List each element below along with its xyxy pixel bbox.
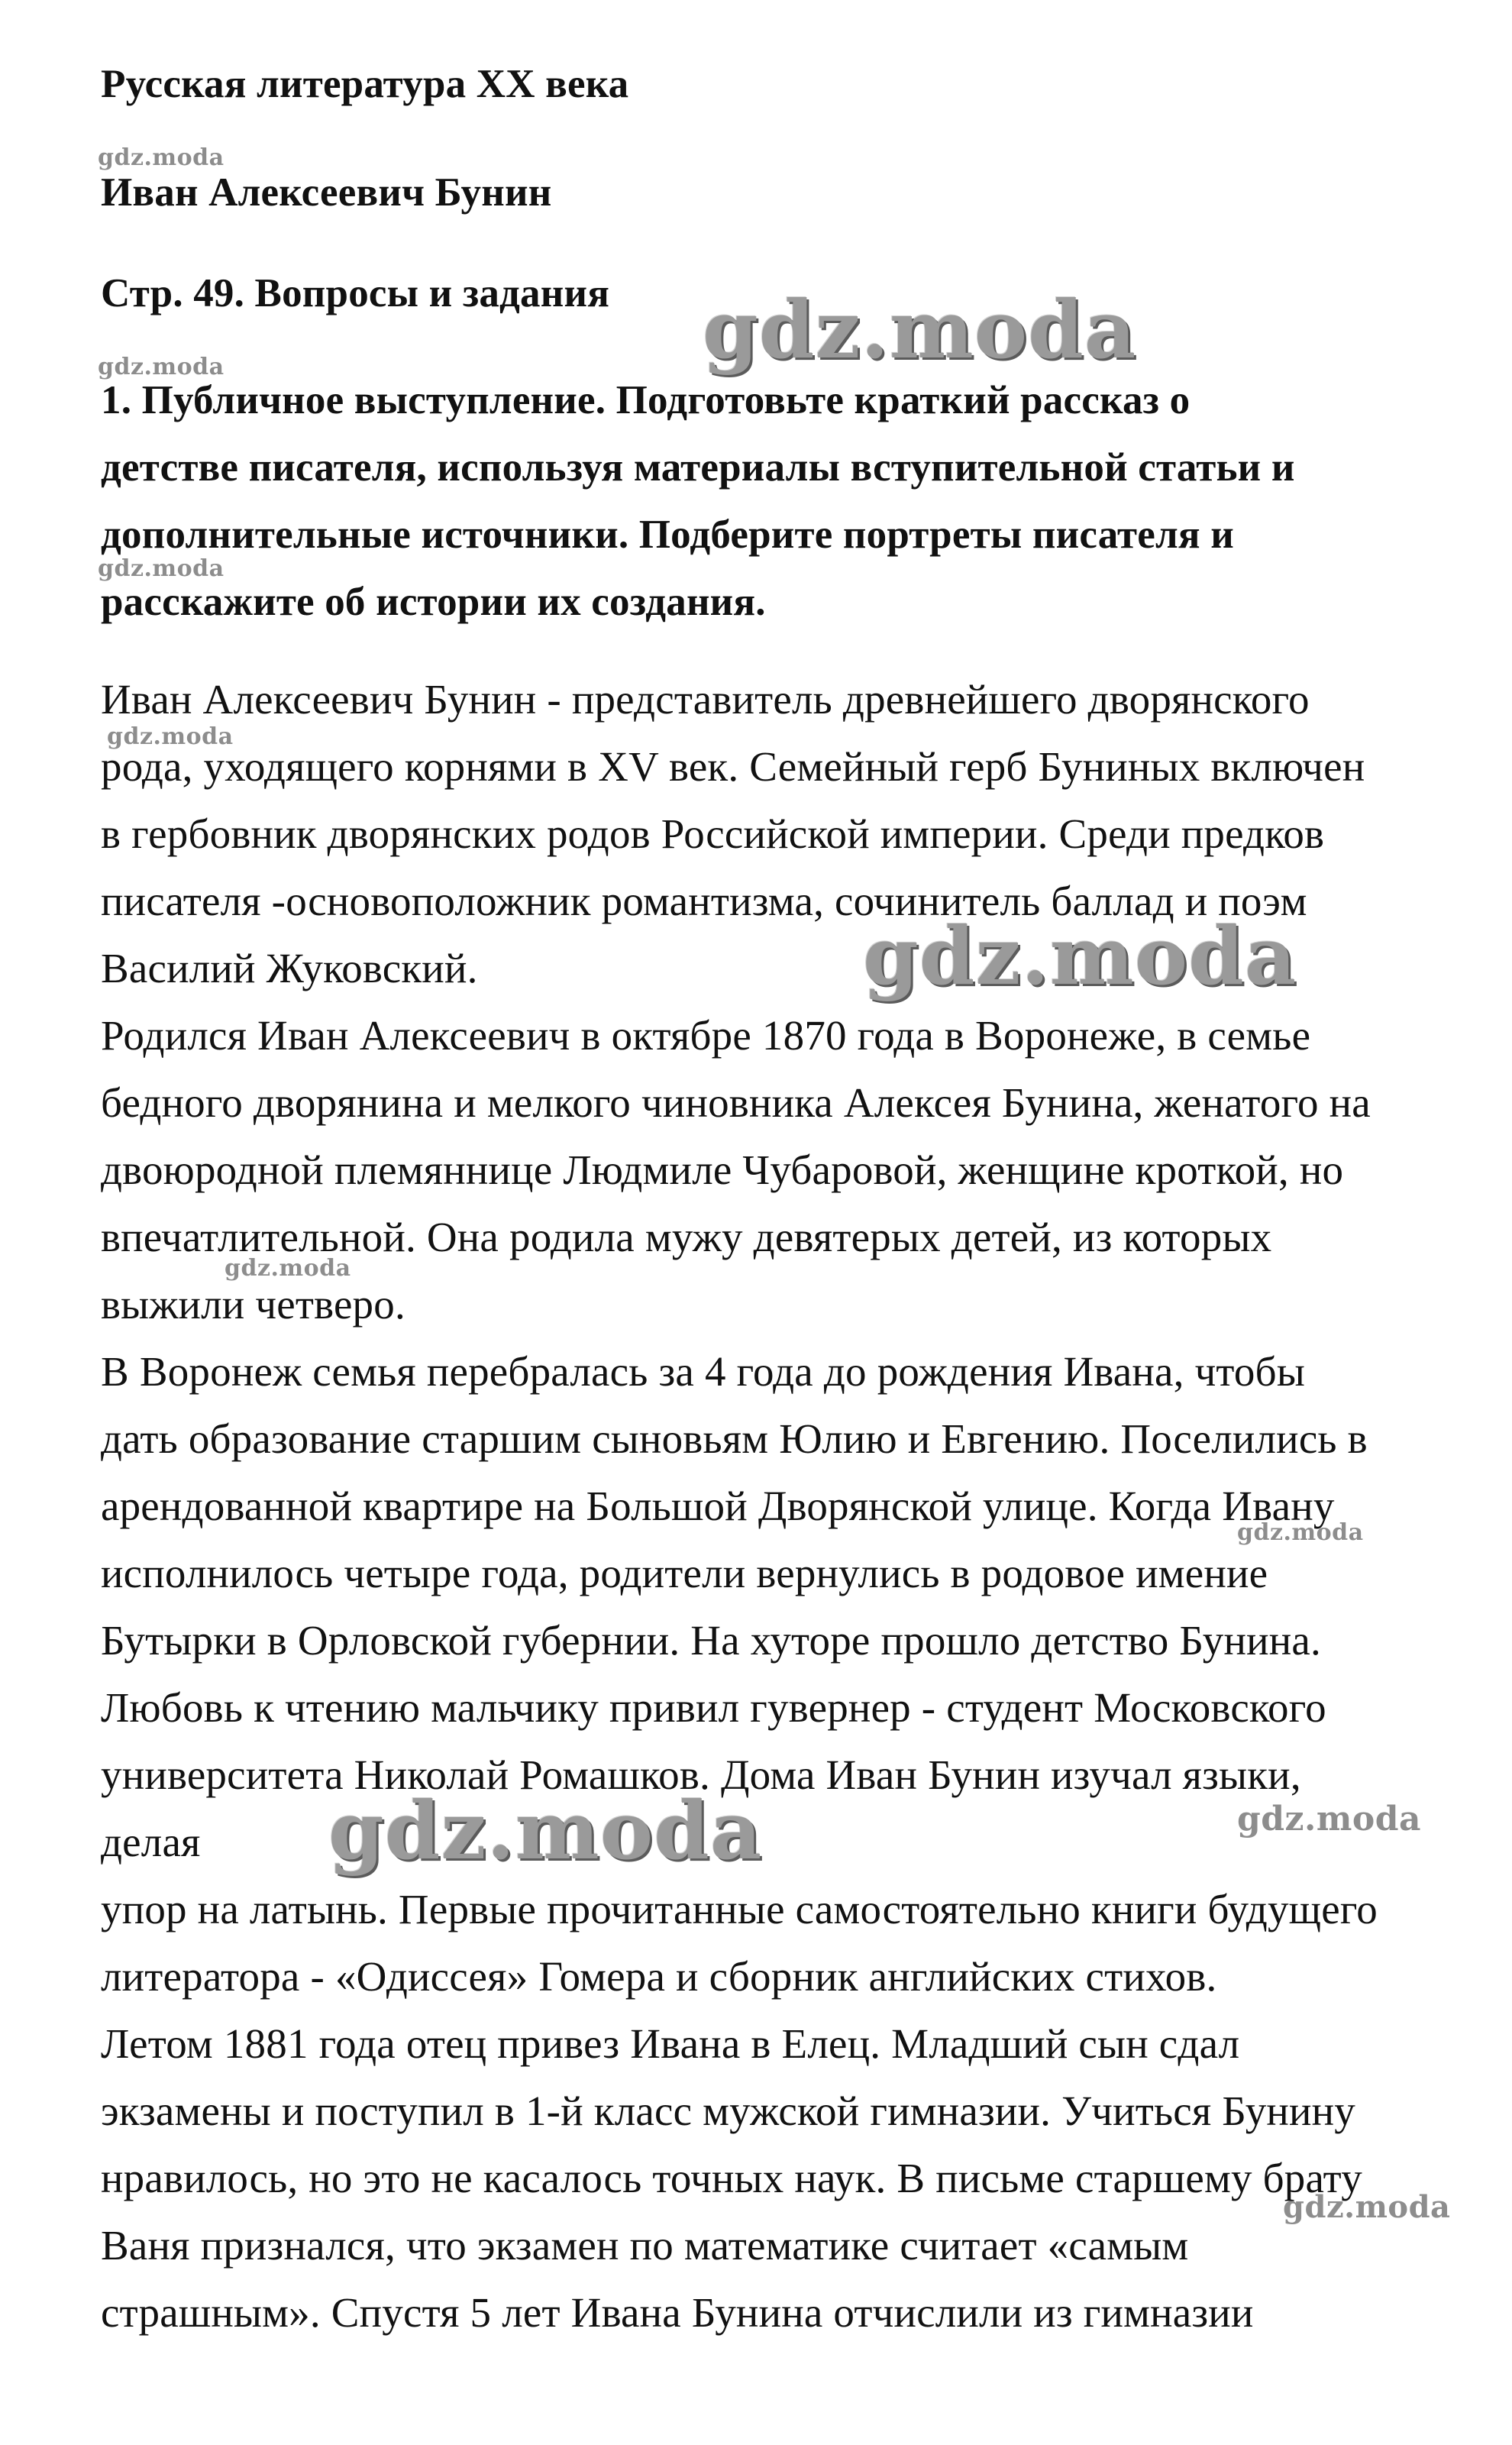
answer-line: рода, уходящего корнями в XV век. Семейный герб Буниных включен (101, 743, 1365, 790)
watermark-large: gdz.moda (328, 1784, 763, 1877)
answer-line: делая (101, 1819, 201, 1865)
answer-line: писателя -основоположник романтизма, сочинитель баллад и поэм (101, 878, 1307, 924)
watermark-small: gdz.moda (225, 1255, 351, 1282)
task-line: детстве писателя, используя материалы вступительной статьи и (101, 445, 1295, 490)
answer-line: страшным». Спустя 5 лет Ивана Бунина отчислили из гимназии (101, 2289, 1254, 2336)
answer-line: экзамены и поступил в 1-й класс мужской гимназии. Учиться Бунину (101, 2088, 1356, 2134)
answer-line: Родился Иван Алексеевич в октябре 1870 года в Воронеже, в семье (101, 1012, 1311, 1059)
answer-line: арендованной квартире на Большой Дворянской улице. Когда Ивану (101, 1483, 1335, 1529)
page-heading: Стр. 49. Вопросы и задания (101, 271, 610, 315)
answer-line: двоюродной племяннице Людмиле Чубаровой, женщине кроткой, но (101, 1146, 1344, 1193)
answer-line: Василий Жуковский. (101, 945, 478, 991)
answer-line: исполнилось четыре года, родители вернулись в родовое имение (101, 1550, 1268, 1596)
task-line: дополнительные источники. Подберите портреты писателя и (101, 513, 1234, 557)
answer-line: университета Николай Ромашков. Дома Иван Бунин изучал языки, (101, 1751, 1301, 1798)
answer-line: в гербовник дворянских родов Российской империи. Среди предков (101, 810, 1325, 857)
watermark-large: gdz.moda (703, 283, 1137, 377)
watermark-small: gdz.moda (98, 555, 225, 582)
answer-line: литератора - «Одиссея» Гомера и сборник английских стихов. (101, 1953, 1217, 2000)
answer-line: нравилось, но это не касалось точных наук. В письме старшему брату (101, 2155, 1362, 2201)
watermark-small: gdz.moda (1237, 1519, 1364, 1546)
answer-line: дать образование старшим сыновьям Юлию и Евгению. Поселились в (101, 1415, 1368, 1462)
answer-line: Ваня признался, что экзамен по математике считает «самым (101, 2222, 1189, 2269)
answer-line: упор на латынь. Первые прочитанные самостоятельно книги будущего (101, 1886, 1378, 1932)
answer-line: выжили четверо. (101, 1281, 405, 1328)
watermark-small: gdz.moda (98, 354, 225, 380)
task-line: 1. Публичное выступление. Подготовьте краткий рассказ о (101, 378, 1191, 422)
watermark-small: gdz.moda (1237, 1800, 1422, 1839)
answer-line: бедного дворянина и мелкого чиновника Алексея Бунина, женатого на (101, 1079, 1371, 1126)
watermark-large: gdz.moda (863, 909, 1297, 1003)
answer-line: впечатлительной. Она родила мужу девятерых детей, из которых (101, 1214, 1272, 1260)
watermark-small: gdz.moda (1283, 2189, 1451, 2225)
answer-line: Любовь к чтению мальчику привил гувернер - студент Московского (101, 1684, 1326, 1731)
answer-line: Летом 1881 года отец привез Ивана в Елец. Младший сын сдал (101, 2020, 1240, 2067)
section-title: Русская литература XX века (101, 62, 629, 106)
answer-line: Иван Алексеевич Бунин - представитель древнейшего дворянского (101, 676, 1310, 723)
task-line: расскажите об истории их создания. (101, 580, 766, 624)
answer-line: Бутырки в Орловской губернии. На хуторе прошло детство Бунина. (101, 1617, 1321, 1664)
watermark-small: gdz.moda (98, 144, 225, 171)
watermark-small: gdz.moda (107, 723, 234, 750)
answer-line: В Воронеж семья перебралась за 4 года до рождения Ивана, чтобы (101, 1348, 1305, 1395)
author-title: Иван Алексеевич Бунин (101, 170, 552, 215)
